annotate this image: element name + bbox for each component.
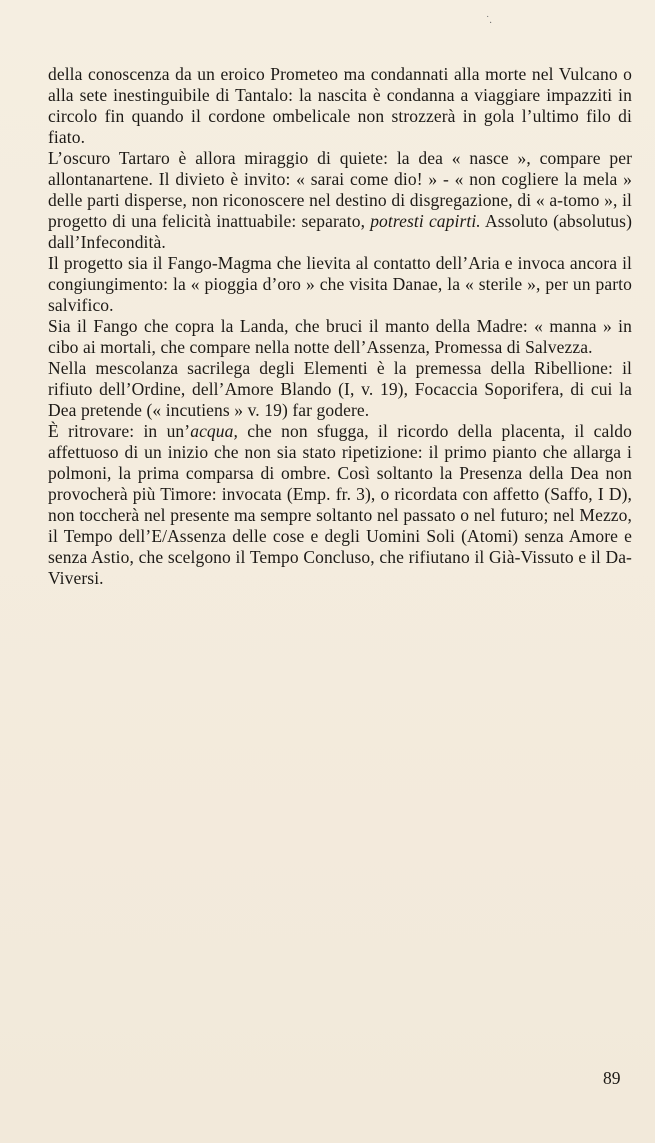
text-segment: Il progetto sia il Fango-Magma che lievita al contatto dell’Aria e invoca ancora il congiungimento: la « pioggia d’oro » che visita Danae, la « sterile », per un parto salvifico.: [48, 253, 632, 315]
text-segment: della conoscenza da un eroico Prometeo ma condannati alla morte nel Vulcano o alla sete inestinguibile di Tantalo: la nascita è condanna a viaggiare impazziti in circolo fin quando il cordone ombelicale non strozzerà in gola l’ultimo filo di fiato.: [48, 64, 632, 147]
page-number: 89: [603, 1068, 621, 1088]
italic-segment: potresti capirti.: [370, 211, 481, 231]
text-segment: L’oscuro Tartaro è allora miraggio di quiete: la dea « nasce », compare per allontanartene. Il divieto è invito: « sarai come dio! » - « non cogliere la mela » delle parti disperse, non riconoscere nel destino di disgregazione, di « a-tomo », il progetto di una felicità inattuabile: separato,: [48, 148, 632, 231]
text-segment: È ritrovare: in un’: [48, 421, 191, 441]
paragraph: [48, 253, 632, 316]
body-text: [48, 64, 632, 589]
corner-mark: ˙.: [486, 15, 492, 26]
text-segment: Nella mescolanza sacrilega degli Elementi è la premessa della Ribellione: il rifiuto dell’Ordine, dell’Amore Blando (I, v. 19), Focaccia Soporifera, di cui la Dea pretende (« incutiens » v. 19) far godere.: [48, 358, 632, 420]
paragraph: [48, 421, 632, 589]
paragraph: [48, 64, 632, 148]
italic-segment: acqua,: [190, 421, 238, 441]
text-segment: Assoluto (absolutus) dall’Infecondità.: [48, 211, 632, 252]
paragraph: [48, 358, 632, 421]
paragraph: [48, 148, 632, 253]
text-segment: Sia il Fango che copra la Landa, che bruci il manto della Madre: « manna » in cibo ai mortali, che compare nella notte dell’Assenza, Promessa di Salvezza.: [48, 316, 632, 357]
text-segment: che non sfugga, il ricordo della placenta, il caldo affettuoso di un inizio che non sia stato ripetizione: il primo pianto che allarga i polmoni, la prima comparsa di ombre. Così soltanto la Presenza della Dea non provocherà più Timore: invocata (Emp. fr. 3), o ricordata con affetto (Saffo, I D), non toccherà nel presente ma sempre soltanto nel passato o nel futuro; nel Mezzo, il Tempo dell’E/Assenza delle cose e degli Uomini Soli (Atomi) senza Amore e senza Astio, che scelgono il Tempo Concluso, che rifiutano il Già-Vissuto e il Da-Viversi.: [48, 421, 633, 588]
paragraph: [48, 316, 632, 358]
